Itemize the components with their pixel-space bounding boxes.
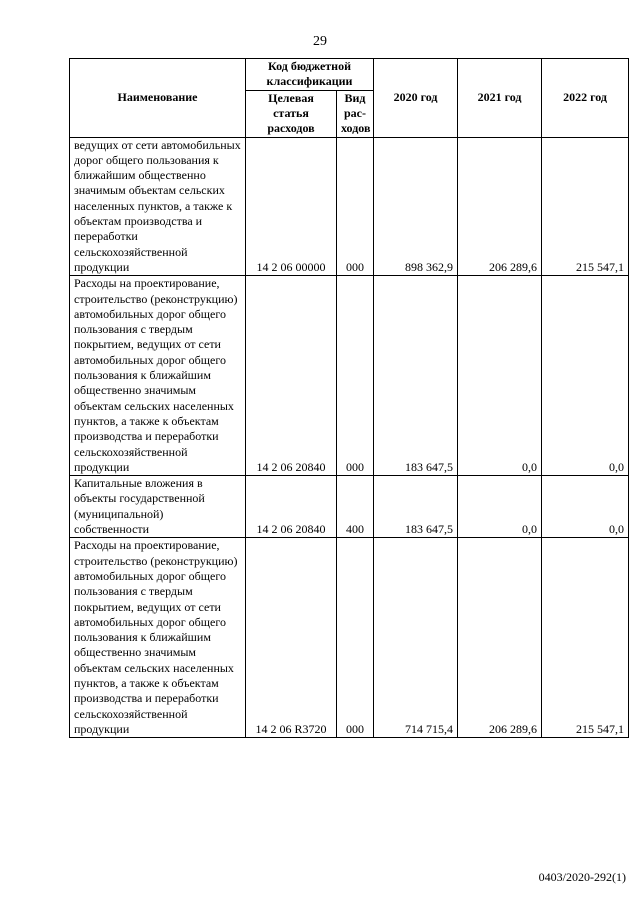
header-year-2021: 2021 год: [458, 59, 542, 138]
row-amount-2022: 215 547,1: [542, 137, 629, 276]
row-name: Расходы на проектирование, строительство (реконструкцию) автомобильных дорог общего пользования с твердым покрытием, ведущих от сети автомобильных дорог общего пользования к ближайшим общественно значимым объектам сельских населенных пунктов, а также к объектам производства и переработки сельскохозяйственной продукции: [70, 538, 246, 738]
row-target-code: 14 2 06 R3720: [246, 538, 337, 738]
header-year-2020: 2020 год: [374, 59, 458, 138]
row-expense-kind: 000: [337, 276, 374, 476]
header-budget-code: Код бюджетной классификации: [246, 59, 374, 91]
row-amount-2020: 898 362,9: [374, 137, 458, 276]
page-number: 29: [313, 34, 327, 49]
row-target-code: 14 2 06 00000: [246, 137, 337, 276]
row-amount-2022: 0,0: [542, 476, 629, 538]
budget-table: [69, 58, 629, 738]
table-row: [70, 538, 629, 738]
row-target-code: 14 2 06 20840: [246, 276, 337, 476]
row-target-code: 14 2 06 20840: [246, 476, 337, 538]
row-name: Капитальные вложения в объекты государственной (муниципальной) собственности: [70, 476, 246, 538]
header-expense-kind: Вид рас-ходов: [337, 90, 374, 137]
row-amount-2022: 215 547,1: [542, 538, 629, 738]
table-row: [70, 276, 629, 476]
header-name: Наименование: [70, 59, 246, 138]
table-row: [70, 137, 629, 276]
row-amount-2022: 0,0: [542, 276, 629, 476]
table-row: [70, 476, 629, 538]
row-name: Расходы на проектирование, строительство (реконструкцию) автомобильных дорог общего пользования с твердым покрытием, ведущих от сети автомобильных дорог общего пользования к ближайшим общественно значимым объектам сельских населенных пунктов, а также к объектам производства и переработки сельскохозяйственной продукции: [70, 276, 246, 476]
header-target-article: Целевая статья расходов: [246, 90, 337, 137]
row-amount-2020: 714 715,4: [374, 538, 458, 738]
row-amount-2020: 183 647,5: [374, 476, 458, 538]
row-amount-2020: 183 647,5: [374, 276, 458, 476]
row-amount-2021: 0,0: [458, 476, 542, 538]
row-amount-2021: 0,0: [458, 276, 542, 476]
row-expense-kind: 000: [337, 137, 374, 276]
row-expense-kind: 400: [337, 476, 374, 538]
row-name: ведущих от сети автомобильных дорог общего пользования к ближайшим общественно значимым объектам сельских населенных пунктов, а также к объектам производства и переработки сельскохозяйственной продукции: [70, 137, 246, 276]
row-expense-kind: 000: [337, 538, 374, 738]
header-year-2022: 2022 год: [542, 59, 629, 138]
row-amount-2021: 206 289,6: [458, 137, 542, 276]
row-amount-2021: 206 289,6: [458, 538, 542, 738]
document-registration-number: 0403/2020-292(1): [538, 870, 626, 884]
